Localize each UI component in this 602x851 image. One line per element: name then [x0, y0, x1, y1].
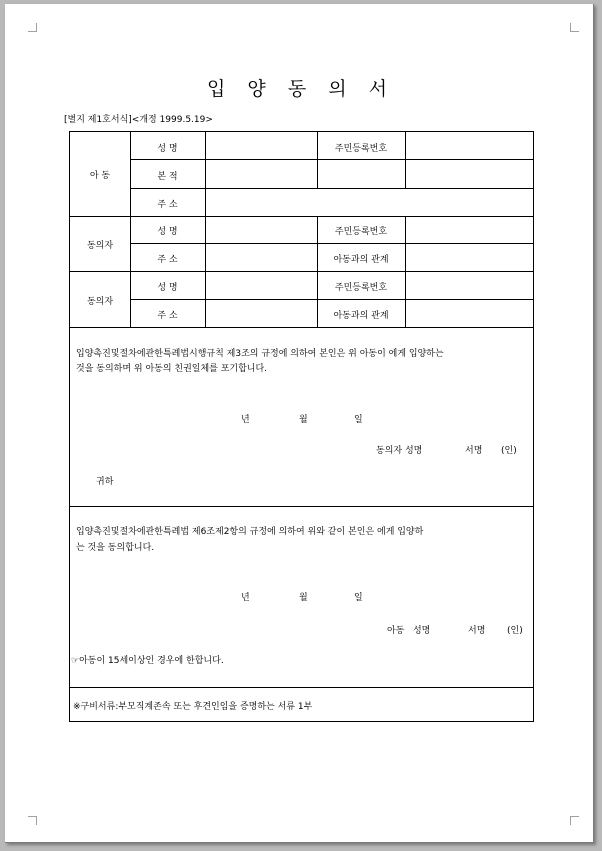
- child-domicile-field-2[interactable]: [318, 160, 404, 187]
- child-consent-paragraph-line2: 는 것을 동의합니다.: [76, 543, 155, 553]
- document-title: 입 양 동 의 서: [207, 78, 395, 100]
- recipient-label: 귀하: [96, 477, 114, 487]
- consenter1-address-field[interactable]: [206, 244, 316, 270]
- sign-label-2: 서명: [468, 626, 486, 636]
- consenter2-name-field[interactable]: [206, 272, 316, 298]
- seal-label: (인): [501, 446, 517, 456]
- consenter2-name-label: 성 명: [157, 283, 178, 293]
- child-id-label: 주민등록번호: [334, 144, 388, 154]
- year-label-2: 년: [241, 593, 250, 603]
- attachment-note: ※구비서류:부모직계존속 또는 후견인임을 증명하는 서류 1부: [73, 702, 313, 712]
- consenter1-relation-field[interactable]: [406, 244, 533, 270]
- consenter2-address-field[interactable]: [206, 300, 316, 326]
- child-id-field[interactable]: [406, 133, 533, 158]
- child-address-field[interactable]: [206, 189, 533, 215]
- sign-label: 서명: [465, 446, 483, 456]
- day-label: 일: [354, 415, 363, 425]
- child-address-label: 주 소: [157, 200, 178, 210]
- consenter1-id-field[interactable]: [406, 217, 533, 242]
- child-consent-paragraph-line1: 입양촉진및절차에관한특례법 제6조제2항의 규정에 의하여 위와 같이 본인은 에게 입양하: [76, 527, 424, 537]
- child-signer-label: 아동 성명: [387, 626, 431, 636]
- year-label: 년: [241, 415, 250, 425]
- form-number-note: [별지 제1호서식]<개정 1999.5.19>: [64, 115, 213, 125]
- consenter1-id-label: 주민등록번호: [334, 227, 388, 237]
- consenter1-name-label: 성 명: [157, 227, 178, 237]
- page-corner-mark: [28, 23, 37, 32]
- consent-paragraph-line1: 입양촉진및절차에관한특례법시행규칙 제3조의 규정에 의하여 본인은 위 아동이 에게 입양하는: [76, 349, 444, 359]
- child-name-label: 성 명: [157, 144, 178, 154]
- consenter1-group-label: 동의자: [86, 241, 114, 251]
- page-corner-mark: [570, 23, 579, 32]
- consenter1-relation-label: 아동과의 관계: [333, 255, 389, 265]
- child-domicile-field-3[interactable]: [406, 160, 533, 187]
- consent-form-table: [69, 131, 534, 722]
- child-name-field[interactable]: [206, 133, 316, 158]
- consenter2-group-label: 동의자: [86, 297, 114, 307]
- child-domicile-field[interactable]: [206, 160, 316, 187]
- consenter2-address-label: 주 소: [157, 311, 178, 321]
- consenter2-relation-field[interactable]: [406, 300, 533, 326]
- child-group-label: 아 동: [89, 171, 111, 181]
- page-corner-mark: [28, 816, 37, 825]
- child-domicile-label: 본 적: [157, 172, 178, 182]
- consenter1-address-label: 주 소: [157, 255, 178, 265]
- day-label-2: 일: [354, 593, 363, 603]
- consenter1-name-field[interactable]: [206, 217, 316, 242]
- month-label: 월: [299, 415, 308, 425]
- month-label-2: 월: [299, 593, 308, 603]
- consenter2-relation-label: 아동과의 관계: [333, 311, 389, 321]
- consenter2-id-label: 주민등록번호: [334, 283, 388, 293]
- consenter2-id-field[interactable]: [406, 272, 533, 298]
- consent-paragraph-line2: 것을 동의하며 위 아동의 친권일체를 포기합니다.: [76, 364, 268, 374]
- page-corner-mark: [570, 816, 579, 825]
- seal-label-2: (인): [507, 626, 523, 636]
- age-footnote: ☞아동이 15세이상인 경우에 한합니다.: [71, 656, 224, 666]
- consenter-signer-label: 동의자 성명: [376, 446, 423, 456]
